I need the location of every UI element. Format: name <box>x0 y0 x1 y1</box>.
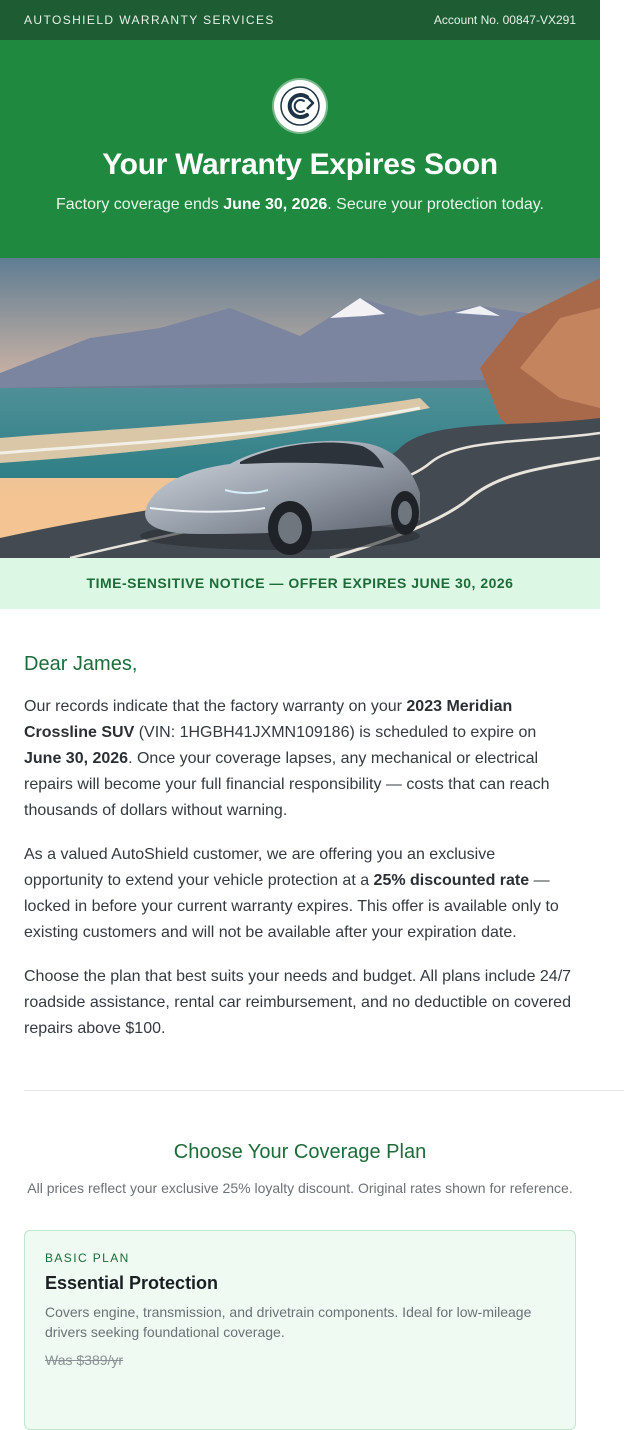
discount-rate: 25% discounted rate <box>373 872 530 889</box>
paragraph-warranty-status <box>24 694 576 824</box>
paragraph-1-text-a: Our records indicate that the factory warranty on your <box>24 698 407 715</box>
paragraph-plans-intro: Choose the plan that best suits your needs and budget. All plans include 24/7 roadside assistance, rental car reimbursement, and no deductible on covered repairs above $100. <box>24 968 572 1037</box>
top-bar <box>0 0 600 40</box>
hero-title: Your Warranty Expires Soon <box>102 148 498 181</box>
company-logo-icon <box>274 80 326 132</box>
plan-description: Covers engine, transmission, and drivetrain components. Ideal for low-mileage drivers seeking foundational coverage. <box>45 1304 532 1340</box>
expiration-date: June 30, 2026 <box>24 750 129 767</box>
paragraph-1-text-c: . Once your coverage lapses, any mechanical or electrical repairs will become your full financial responsibility — costs that can reach thousands of dollars without warning. <box>24 750 550 819</box>
paragraph-2-text-a: As a valued AutoShield customer, we are offering you an exclusive opportunity to extend your vehicle protection at a <box>24 846 496 889</box>
paragraph-1-text-b: (VIN: 1HGBH41JXMN109186) is scheduled to expire on <box>134 724 537 741</box>
hero-subtitle-prefix: Factory coverage ends <box>56 196 224 213</box>
brand-name: AUTOSHIELD WARRANTY SERVICES <box>24 13 275 27</box>
account-number: Account No. 00847-VX291 <box>433 13 576 27</box>
coastal-road-car-image <box>0 258 600 558</box>
hero-subtitle-date: June 30, 2026 <box>223 196 328 213</box>
letter-content <box>24 653 576 1042</box>
hero-banner <box>0 40 600 258</box>
vehicle-name: 2023 Meridian Crossline SUV <box>24 698 513 741</box>
plan-card-basic[interactable] <box>24 1230 576 1430</box>
paragraph-2-text-b: — locked in before your current warranty expires. This offer is available only to existing customers and will not be available after your expiration date. <box>24 872 559 941</box>
plans-title: Choose Your Coverage Plan <box>173 1141 427 1163</box>
time-sensitive-notice: TIME-SENSITIVE NOTICE — OFFER EXPIRES JUNE 30, 2026 <box>0 558 600 609</box>
plan-tier: BASIC PLAN <box>45 1251 130 1265</box>
greeting: Dear James, <box>24 653 138 675</box>
plan-original-price: Was $389/yr <box>45 1352 124 1368</box>
hero-subtitle <box>0 196 600 214</box>
hero-subtitle-suffix: . Secure your protection today. <box>327 196 544 213</box>
paragraph-offer <box>24 842 576 946</box>
plan-name: Essential Protection <box>45 1273 219 1293</box>
section-divider <box>24 1090 624 1091</box>
plans-header <box>0 1141 600 1198</box>
plans-subtitle: All prices reflect your exclusive 25% loyalty discount. Original rates shown for reference. <box>27 1180 573 1196</box>
